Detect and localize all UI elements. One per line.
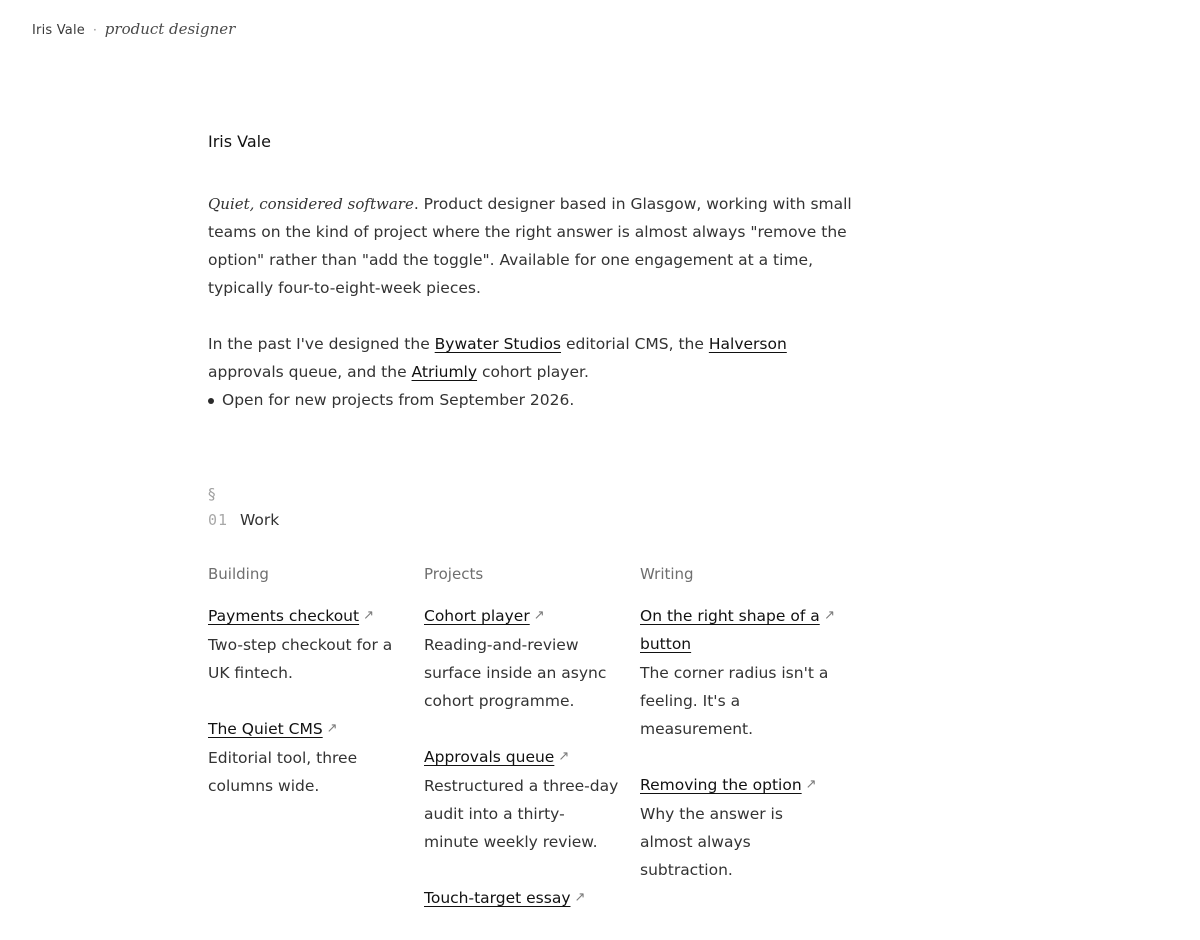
work-item-description: Two-step checkout for a UK fintech. xyxy=(208,636,393,682)
work-section-header xyxy=(208,482,856,534)
work-item-description: Restructured a three-day audit into a thirty-minute weekly review. xyxy=(424,777,619,851)
section-mark-icon: § xyxy=(208,485,216,503)
past-text-mid-1: editorial CMS, the xyxy=(561,335,709,353)
work-item xyxy=(424,602,619,715)
column-heading: Building xyxy=(208,565,269,583)
work-item-link[interactable]: Touch-target essay xyxy=(424,889,571,907)
brand-separator: · xyxy=(92,23,97,37)
external-arrow-icon: ↗ xyxy=(805,777,817,792)
external-arrow-icon: ↗ xyxy=(574,890,586,905)
brand-link[interactable]: Iris Vale xyxy=(32,23,85,38)
bywater-studios-link[interactable]: Bywater Studios xyxy=(434,335,562,353)
work-item-description: The corner radius isn't a feeling. It's a measurement. xyxy=(640,664,829,738)
availability-dot-icon xyxy=(208,398,214,404)
work-item-link[interactable]: Payments checkout xyxy=(208,607,360,625)
external-arrow-icon: ↗ xyxy=(558,749,570,764)
work-item xyxy=(424,884,619,912)
work-item-link[interactable]: On the right shape of a button xyxy=(640,607,820,653)
past-text-mid-2: approvals queue, and the xyxy=(208,363,412,381)
main-content xyxy=(208,130,856,940)
availability-text: Open for new projects from September 2026. xyxy=(222,391,575,409)
column-heading: Projects xyxy=(424,565,484,583)
section-title: Work xyxy=(240,511,280,529)
past-text-suffix: cohort player. xyxy=(477,363,589,381)
work-item xyxy=(640,602,835,743)
column-writing xyxy=(640,562,856,940)
external-arrow-icon: ↗ xyxy=(363,608,374,623)
external-arrow-icon: ↗ xyxy=(824,608,835,623)
work-item-link[interactable]: Cohort player xyxy=(424,607,530,625)
work-item-link[interactable]: Removing the option xyxy=(640,776,802,794)
work-item-description: Reading-and-review surface inside an async cohort programme. xyxy=(424,636,607,710)
site-header xyxy=(32,20,235,38)
tagline: Quiet, considered software xyxy=(208,195,414,213)
work-item-description: Why the answer is almost always subtraction. xyxy=(640,805,783,879)
page-title: Iris Vale xyxy=(208,132,271,151)
bio-text: . Product designer based in Glasgow, working with small teams on the kind of project where the right answer is almost always "remove the option" rather than "add the toggle". Available for one engagement at a time, typically four-to-eight-week pieces. xyxy=(208,195,852,297)
column-building xyxy=(208,562,424,940)
work-item xyxy=(208,602,403,687)
external-arrow-icon: ↗ xyxy=(326,721,338,736)
work-item xyxy=(424,743,619,856)
work-item-link[interactable]: The Quiet CMS xyxy=(208,720,323,738)
column-heading: Writing xyxy=(640,565,694,583)
work-item xyxy=(640,771,835,884)
work-item xyxy=(208,715,403,800)
column-projects xyxy=(424,562,640,940)
external-arrow-icon: ↗ xyxy=(533,608,545,623)
work-columns xyxy=(208,562,856,940)
atriumly-link[interactable]: Atriumly xyxy=(411,363,478,381)
availability-status xyxy=(208,386,856,414)
past-text-prefix: In the past I've designed the xyxy=(208,335,435,353)
halverson-link[interactable]: Halverson xyxy=(708,335,787,353)
work-item-description: Editorial tool, three columns wide. xyxy=(208,749,358,795)
work-item-link[interactable]: Approvals queue xyxy=(424,748,555,766)
brand-role: product designer xyxy=(104,20,236,38)
section-number: 01 xyxy=(208,511,229,529)
bio-paragraph xyxy=(208,190,856,302)
past-work-paragraph xyxy=(208,330,856,386)
